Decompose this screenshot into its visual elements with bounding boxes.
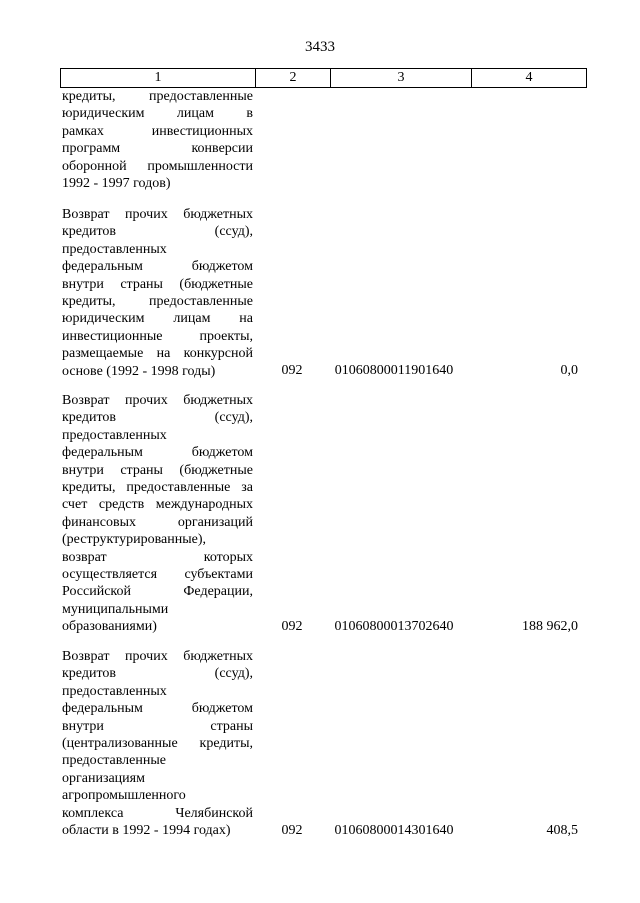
budget-code-cell: 01060800014301640 — [334, 823, 454, 838]
description-line: кредиты, предоставленные — [62, 294, 253, 310]
description-line: юридическим лицам в — [62, 106, 253, 122]
description-line: осуществляется субъектами — [62, 567, 253, 583]
amount-cell: 408,5 — [546, 823, 578, 838]
column-header-table — [60, 68, 587, 88]
description-line: (реструктурированные), — [62, 532, 206, 548]
description-line: кредиты, предоставленные за — [62, 480, 253, 496]
description-line: образованиями) — [62, 619, 157, 635]
code-cell: 092 — [281, 363, 303, 378]
description-line: внутри страны (бюджетные — [62, 462, 253, 478]
page-number: 3433 — [305, 39, 335, 55]
column-header-row — [61, 69, 587, 88]
description-line: инвестиционные проекты, — [62, 328, 253, 344]
code-cell: 092 — [281, 823, 303, 838]
description-line: предоставленных — [62, 241, 167, 257]
amount-cell: 0,0 — [560, 363, 578, 378]
description-line: внутри страны — [62, 718, 253, 734]
description-line: Возврат прочих бюджетных — [62, 649, 253, 664]
description-line: организациям — [62, 770, 145, 786]
description-line: предоставленных — [62, 683, 167, 699]
description-line: внутри страны (бюджетные — [62, 276, 253, 292]
description-line: оборонной промышленности — [62, 158, 253, 174]
description-line: предоставленных — [62, 427, 167, 443]
description-line: программ конверсии — [62, 141, 253, 157]
column-header-2: 2 — [256, 69, 331, 88]
description-line: комплекса Челябинской — [62, 805, 253, 821]
description-line: агропромышленного — [62, 788, 186, 804]
description-line: предоставленные — [62, 753, 166, 769]
description-line: кредитов (ссуд), — [62, 224, 253, 240]
description-line: кредитов (ссуд), — [62, 410, 253, 426]
description-line: основе (1992 - 1998 годы) — [62, 363, 216, 379]
amount-cell: 188 962,0 — [522, 619, 578, 634]
description-line: кредиты, предоставленные — [62, 89, 253, 104]
row-description — [62, 88, 253, 192]
column-header-3: 3 — [331, 69, 472, 88]
row-description — [62, 392, 253, 636]
budget-code-cell: 01060800011901640 — [334, 363, 454, 378]
description-line: финансовых организаций — [62, 514, 253, 530]
description-line: счет средств международных — [62, 497, 253, 513]
row-description — [62, 648, 253, 839]
description-line: рамках инвестиционных — [62, 123, 253, 139]
description-line: размещаемые на конкурсной — [62, 346, 253, 362]
description-line: федеральным бюджетом — [62, 701, 253, 717]
description-line: Российской Федерации, — [62, 584, 253, 600]
description-line: (централизованные кредиты, — [62, 736, 253, 752]
description-line: федеральным бюджетом — [62, 445, 253, 461]
column-header-1: 1 — [61, 69, 256, 88]
row-description — [62, 206, 253, 380]
description-line: Возврат прочих бюджетных — [62, 207, 253, 222]
description-line: 1992 - 1997 годов) — [62, 176, 171, 192]
budget-code-cell: 01060800013702640 — [334, 619, 454, 634]
description-line: возврат которых — [62, 549, 253, 565]
code-cell: 092 — [281, 619, 303, 634]
description-line: кредитов (ссуд), — [62, 666, 253, 682]
description-line: муниципальными — [62, 601, 169, 617]
description-line: юридическим лицам на — [62, 311, 253, 327]
description-line: Возврат прочих бюджетных — [62, 393, 253, 408]
description-line: федеральным бюджетом — [62, 259, 253, 275]
description-line: области в 1992 - 1994 годах) — [62, 823, 231, 839]
column-header-4: 4 — [472, 69, 587, 88]
